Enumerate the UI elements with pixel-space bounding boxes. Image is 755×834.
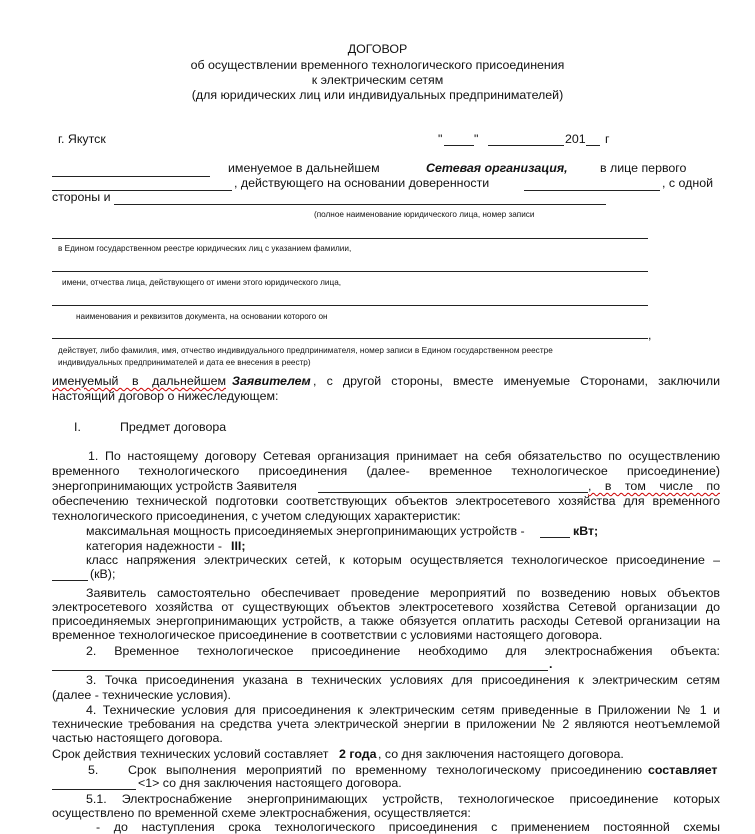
object-blank-dot: . [549,657,553,671]
clause4-line3: частью настоящего договора. [52,731,223,745]
day-blank [444,145,474,146]
applicant-duty-line3: присоединяемых энергопринимающих устройств, а также обязуется оплатить расходы Сетевой организации на [52,614,720,628]
clause4-line2: технические требования на средства учета электрической энергии в приложении № 2 являются неотъемлемой [52,717,720,731]
section-title: Предмет договора [120,420,227,434]
blank-line-3 [52,271,648,272]
voltage-blank [52,580,88,581]
applicant-term: Заявителем [232,374,311,388]
voltage-class-label: класс напряжения электрических сетей, к которым осуществляется технологическое присоединение – [86,553,720,567]
clause5-line1: Срок выполнения мероприятий по временному технологическому присоединению [128,763,642,777]
term-blank [52,789,136,790]
note-line-1: (полное наименование юридического лица, номер записи [314,210,535,219]
clause1-line5: технологического присоединения, с учетом следующих характеристик: [52,509,461,523]
document-subtitle-2: к электрическим сетям [311,73,444,87]
clause51-line3: - до наступления срока технологического присоединения с применением постоянной схемы [96,820,720,834]
clause5-line2: <1> со дня заключения настоящего договора. [138,776,402,790]
note-line-4: наименования и реквизитов документа, на основании которого он [76,312,328,321]
reliability-value: III; [231,539,246,553]
date-quote-open: " [438,132,443,146]
parties-line5: настоящий договор о нижеследующем: [52,389,279,403]
note-line-2: в Едином государственном реестре юридических лиц с указанием фамилии, [58,244,352,253]
validity-term-c: , со дня заключения настоящего договора. [378,747,624,761]
clause1-line2: временного технологического присоединения (далее- временное технологическое присоединение) [52,464,720,478]
clause51-line1: 5.1. Электроснабжение энергопринимающих устройств, технологическое присоединение которых [86,792,720,806]
clause3-line1: 3. Точка присоединения указана в технических условиях для присоединения к электрическим сетям [86,673,720,687]
parties-line2-b: , с одной [662,176,714,190]
year-suffix: г [605,132,610,146]
clause1-line3-a: энергопринимающих устройств Заявителя [52,479,297,493]
validity-term-value: 2 года [339,747,377,761]
voltage-unit: (кВ); [90,567,116,581]
document-subtitle-1: об осуществлении временного технологического присоединения [190,58,565,72]
applicant-duty-line4: временное технологическое присоединение в соответствии с условиями настоящего договора. [52,628,603,642]
validity-term-a: Срок действия технических условий составляет [52,747,329,761]
applicant-duty-line2: электросетевого хозяйства от существующих объектов электросетевого хозяйства Сетевой организации до [52,600,720,614]
note-line-3: имени, отчества лица, действующего от имени этого юридического лица, [62,278,342,287]
applicant-duty-line1: Заявитель самостоятельно обеспечивает проведение мероприятий по возведению новых объектов [86,586,720,600]
date-quote-close: " [474,132,479,146]
max-power-unit: кВт; [573,524,599,538]
month-blank [488,145,564,146]
section-number: I. [74,420,81,434]
blank-line-2 [52,238,648,239]
power-of-attorney-blank [524,190,660,191]
city: г. Якутск [58,132,106,146]
max-power-label: максимальная мощность присоединяемых энергопринимающих устройств - [86,524,525,538]
parties-line2-a: , действующего на основании доверенности [234,176,490,190]
parties-line3: стороны и [52,190,111,204]
clause5-line1-b: составляет [648,763,718,777]
blank-line-4 [52,305,648,306]
clause4-line1: 4. Технические условия для присоединения к электрическим сетям приведенные в Приложении № 1 и [86,703,720,717]
reliability-label: категория надежности - [86,539,222,553]
parties-line1-c: в лице первого [600,161,687,175]
max-power-blank [540,537,570,538]
object-blank [52,670,548,671]
applicant-name-blank [114,204,606,205]
network-org-name-blank [52,176,210,177]
applicant-devices-blank [318,492,588,493]
year-blank [586,145,600,146]
clause1-line1: 1. По настоящему договору Сетевая организация принимает на себя обязательство по осуществлению [88,449,720,463]
clause1-line3-b: , в том числе по [588,479,720,493]
clause2-text: 2. Временное технологическое присоединение необходимо для электроснабжения объекта: [86,644,720,658]
document-subtitle-3: (для юридических лиц или индивидуальных предпринимателей) [191,88,564,102]
blank-line-5 [52,338,648,339]
blank-line-comma: , [648,328,652,342]
note-line-5: действует, либо фамилия, имя, отчество индивидуального предпринимателя, номер записи в Едином государственном реестре [58,346,553,355]
network-organization-term: Сетевая организация, [426,161,568,175]
note-line-6: индивидуальных предпринимателей и дата ее внесения в реестр) [58,358,311,367]
clause1-line4: обеспечению технической подготовки соответствующих объектов электросетевого хозяйства для временного [52,494,720,508]
year: 201 [565,132,586,146]
parties-line4-a: именуемый в дальнейшем [52,374,226,388]
document-title: ДОГОВОР [347,42,408,56]
clause5-number: 5. [88,763,99,777]
parties-line4-c: , с другой стороны, вместе именуемые Сторонами, заключили [313,374,720,388]
clause51-line2: осуществлено по временной схеме электроснабжения, осуществляется: [52,806,471,820]
parties-line1-a: именуемое в дальнейшем [228,161,380,175]
clause3-line2: (далее - технические условия). [52,688,231,702]
